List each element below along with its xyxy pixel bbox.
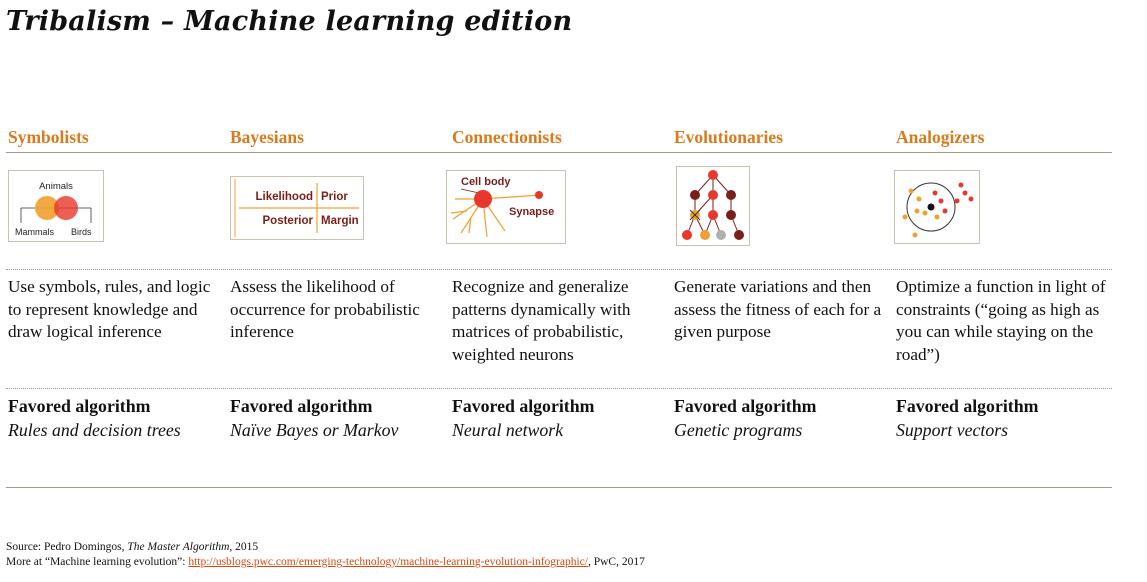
favored-algorithm-label: Favored algorithm xyxy=(674,396,817,416)
tribe-name: Bayesians xyxy=(230,127,304,147)
analogizers-cluster-icon xyxy=(894,170,980,244)
favored-algorithm-label: Favored algorithm xyxy=(896,396,1039,416)
favored-algorithm-value: Neural network xyxy=(452,420,564,440)
icon-label-top: Animals xyxy=(39,181,73,192)
tribe-description: Optimize a function in light of constraints (“going as high as you can while staying on the road”) xyxy=(896,277,1106,364)
tribe-description: Generate variations and then assess the fitness of each for a given purpose xyxy=(674,277,882,341)
favored-algorithm-value: Support vectors xyxy=(896,420,1009,440)
favored-algorithm-label: Favored algorithm xyxy=(452,396,595,416)
favored-algorithm-value: Naïve Bayes or Markov xyxy=(230,420,399,440)
tribe-name: Connectionists xyxy=(452,127,562,147)
tribe-description: Use symbols, rules, and logic to represent knowledge and draw logical inference xyxy=(8,277,211,341)
icon-label-likelihood: Likelihood xyxy=(255,191,313,203)
icon-label-left: Mammals xyxy=(15,227,55,237)
icon-label-synapse: Synapse xyxy=(509,206,555,218)
source-year: 2015 xyxy=(232,541,259,553)
favored-algorithm-label: Favored algorithm xyxy=(230,396,373,416)
bayesians-table-icon xyxy=(230,176,364,240)
icon-label-posterior: Posterior xyxy=(262,215,313,227)
source-prefix: Source: Pedro Domingos, xyxy=(6,541,128,553)
tribe-name: Evolutionaries xyxy=(674,127,783,147)
favored-algorithm-label: Favored algorithm xyxy=(8,396,151,416)
more-suffix: , PwC, 2017 xyxy=(587,556,645,568)
tribe-name: Symbolists xyxy=(8,127,89,147)
more-at-line xyxy=(6,556,645,568)
icon-label-right: Birds xyxy=(71,227,92,237)
more-link[interactable]: http://usblogs.pwc.com/emerging-technology/machine-learning-evolution-infographic/ xyxy=(188,556,588,568)
page-title: Tribalism – Machine learning edition xyxy=(6,6,573,37)
source-line xyxy=(6,541,258,553)
icon-label-margin: Margin xyxy=(321,215,359,227)
icon-label-cell-body: Cell body xyxy=(461,176,511,188)
favored-algorithm-value: Genetic programs xyxy=(674,420,803,440)
evolutionaries-tree-icon xyxy=(676,166,750,246)
source-book: The Master Algorithm, xyxy=(127,541,233,553)
icon-label-prior: Prior xyxy=(321,191,348,203)
tribe-description: Assess the likelihood of occurrence for probabilistic inference xyxy=(230,277,420,341)
favored-algorithm-value: Rules and decision trees xyxy=(8,420,181,440)
more-prefix: More at “Machine learning evolution”: xyxy=(6,556,189,568)
connectionists-neuron-icon xyxy=(446,170,566,244)
tribe-description: Recognize and generalize patterns dynamically with matrices of probabilistic, weighted neurons xyxy=(452,277,631,364)
symbolists-venn-icon xyxy=(8,170,104,242)
tribe-name: Analogizers xyxy=(896,127,985,147)
